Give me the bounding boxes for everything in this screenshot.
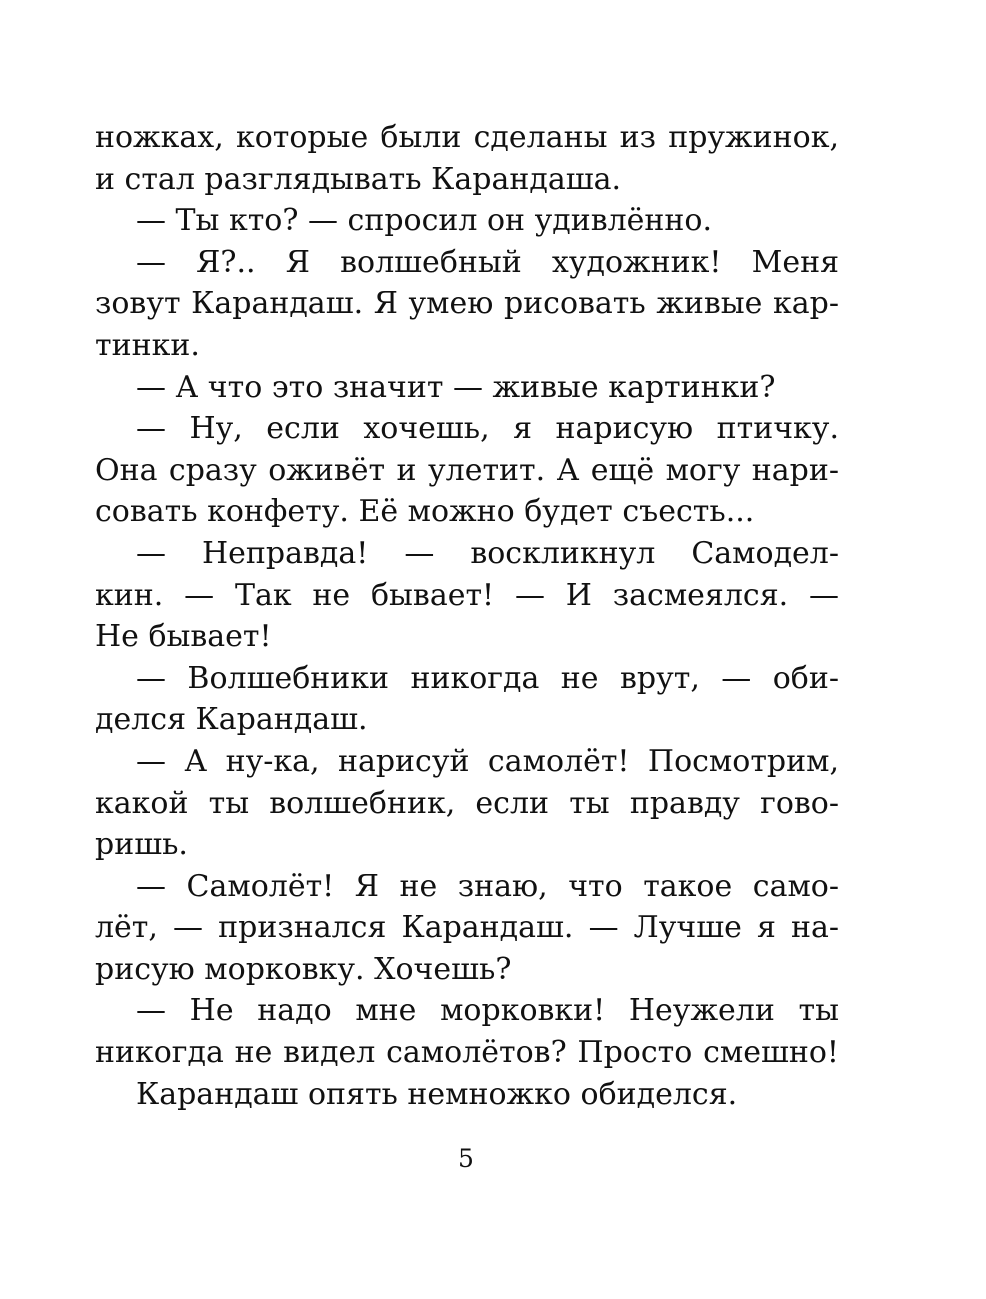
text-line: Не бывает! [95,619,272,655]
text-line: лёт, — признался Карандаш. — Лучше я на- [95,910,839,946]
text-line: — Я?.. Я волшебный художник! Меня [136,244,839,280]
text-line: кин. — Так не бывает! — И засмеялся. — [95,577,839,613]
text-line: совать конфету. Её можно будет съесть... [95,494,755,530]
text-line: — Ну, если хочешь, я нарисую птичку. [136,411,839,447]
text-line: Она сразу оживёт и улетит. А ещё могу нари- [95,452,839,488]
text-line: — А ну-ка, нарисуй самолёт! Посмотрим, [136,743,839,779]
page-text [95,117,839,1115]
text-line: — Неправда! — воскликнул Самодел- [136,535,839,571]
text-line: — Ты кто? — спросил он удивлённо. [136,203,712,239]
text-line: — Самолёт! Я не знаю, что такое само- [136,868,839,904]
text-line: делся Карандаш. [95,702,368,738]
text-line: какой ты волшебник, если ты правду гово- [95,785,839,821]
text-line: ножках, которые были сделаны из пружинок, [95,120,839,155]
text-line: — Волшебники никогда не врут, — оби- [136,660,839,696]
text-line: и стал разглядывать Карандаша. [95,161,622,197]
text-line: зовут Карандаш. Я умею рисовать живые кар- [95,286,839,322]
text-line: рисую морковку. Хочешь? [95,951,512,987]
text-line: — А что это значит — живые картинки? [136,369,776,405]
text-line: Карандаш опять немножко обиделся. [136,1076,738,1112]
text-line: — Не надо мне морковки! Неужели ты [136,993,839,1029]
text-line: никогда не видел самолётов? Просто смешно! [95,1035,839,1071]
page-number: 5 [458,1144,474,1173]
text-line: тинки. [95,327,200,363]
text-line: ришь. [95,827,188,863]
